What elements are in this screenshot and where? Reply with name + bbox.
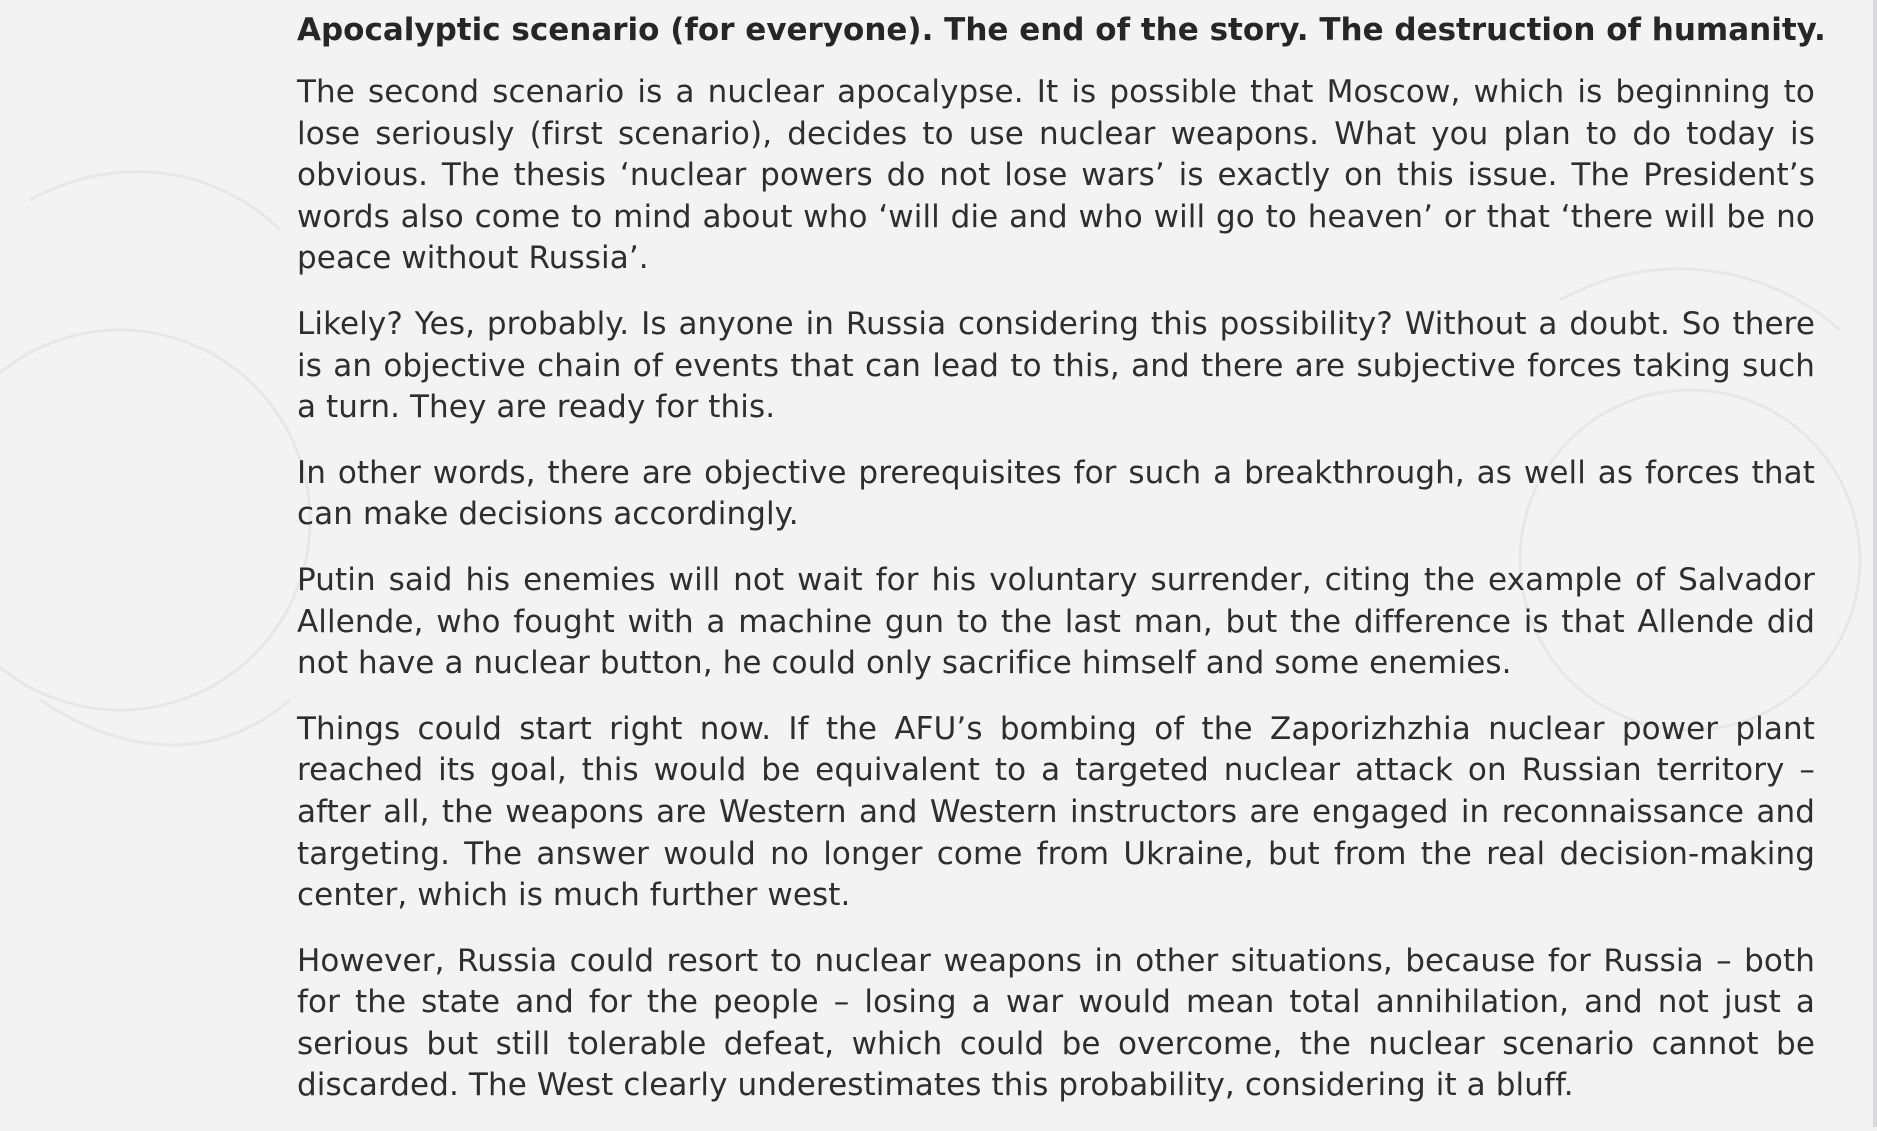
paragraph-putin-allende: Putin said his enemies will not wait for his voluntary surrender, citing the example of Salvador Allende, who fought with a machine gun to the last man, but the difference is that Allende did not have a nuclear button, he could only sacrifice himself and some enemies.: [297, 561, 1815, 682]
paragraph-zaporizhzhia: Things could start right now. If the AFU’s bombing of the Zaporizhzhia nuclear power plant reached its goal, this would be equivalent to a targeted nuclear attack on Russian territory – after all, the weapons are Western and Western instructors are engaged in reconnaissance and targeting. The answer would no longer come from Ukraine, but from the real decision-making center, which is much further west.: [297, 710, 1815, 914]
article-heading: Apocalyptic scenario (for everyone). The end of the story. The destruction of humanity.: [297, 12, 1826, 48]
article: [297, 8, 1826, 1131]
paragraph-other-words: In other words, there are objective prerequisites for such a breakthrough, as well as forces that can make decisions accordingly.: [297, 454, 1815, 533]
paragraph-nuclear-apocalypse: The second scenario is a nuclear apocalypse. It is possible that Moscow, which is beginning to lose seriously (first scenario), decides to use nuclear weapons. What you plan to do today is obvious. The thesis ‘nuclear powers do not lose wars’ is exactly on this issue. The President’s words also come to mind about who ‘will die and who will go to heaven’ or that ‘there will be no peace without Russia’.: [297, 74, 1815, 277]
paragraph-likely: Likely? Yes, probably. Is anyone in Russia considering this possibility? Without a doubt. So there is an objective chain of events that can lead to this, and there are subjective forces taking such a turn. They are ready for this.: [297, 305, 1815, 426]
paragraph-russia-resort: However, Russia could resort to nuclear weapons in other situations, because for Russia – both for the state and for the people – losing a war would mean total annihilation, and not just a serious but still tolerable defeat, which could be overcome, the nuclear scenario cannot be discarded. The West clearly underestimates this probability, considering it a bluff.: [297, 942, 1815, 1104]
